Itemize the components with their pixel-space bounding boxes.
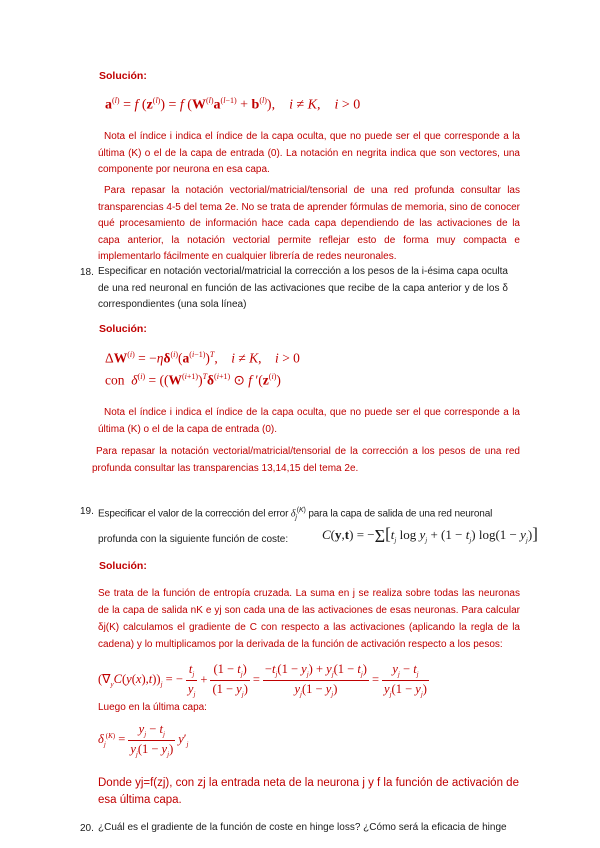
note-paragraph-2: Nota el índice i indica el índice de la capa oculta, que no puede ser el que corresponde a la última (K) o el de la capa de entrada (0). (98, 407, 520, 435)
activation-equation: $a^{(l)} = f$ $(z^{(l)}) = f$ $(W^{(l)}a^{(l-1)} + b^{(l)})$, i ≠ K, i > 0 (105, 96, 361, 113)
output-delta-equation: $\delta_j^{(K)}$ = $\frac{y_j - t_j}{y_j(1 - y_j)}$ $y'_j$ (98, 722, 189, 758)
cross-entropy-explanation: Se trata de la función de entropía cruzada. La suma en j se realiza sobre todas las neuronas de la capa de salida nK e yj son cada una de las activaciones de esas neuronas. Para calcular δj(K) calculamos el gradiente de C con respecto a las activaciones (aplicando la regla de la cadena) y lo multiplicamos por la derivada de la función de activación respecto a los pesos: (98, 588, 520, 650)
where-clause: Donde yj=f(zj), con zj la entrada neta de la neurona j y f la función de activación de esa última capa. (98, 777, 519, 806)
weight-correction-equation: $\Delta W^{(i)} = -\eta\delta^{(i)}(a^{(i-1)})^T$, i ≠ K, i > 0 (105, 350, 300, 366)
note-paragraph-1: Nota el índice i indica el índice de la capa oculta, que no puede ser el que corresponde a la última (K) o el de la capa de entrada (0). La notación en negrita indica que son vectores, una componente por neurona en esa capa. (98, 131, 520, 175)
question-20-text: ¿Cuál es el gradiente de la función de coste en hinge loss? ¿Cómo será la eficacia de hinge (98, 822, 507, 833)
cost-function-equation: $C(y,t) = -\Sigma[t_j$ $\log y_j + (1 - t_j) \log(1 - y_j)$] (322, 524, 538, 546)
question-19-text-b: profunda con la siguiente función de coste: (98, 534, 289, 545)
solution-label: Solución: (99, 323, 147, 335)
last-layer-label: Luego en la última capa: (98, 702, 207, 713)
question-19-text-a: Especificar el valor de la corrección del error $\delta_j^{(K)}$ para la capa de salida de una red neuronal (98, 507, 493, 522)
gradient-equation: $(\nabla_yC(y(x),t))_j$ = − $\frac{t_j}{y_j}$ + $\frac{(1 - t_j)}{(1 - y_j)}$ = $\frac{-t_j(1 - y_j) + y_j(1 - t_j)}{y_j(1 - y_j)}$ = $\frac{y_j - t_j}{y_j(1 - y_j)}$ (98, 662, 427, 698)
review-paragraph-2: Para repasar la notación vectorial/matricial/tensorial de la corrección a los pesos de una red profunda consultar las transparencias 13,14,15 del tema 2e. (92, 446, 520, 474)
question-18-text: Especificar en notación vectorial/matricial la corrección a los pesos de la i-ésima capa oculta de una red neuronal en función de las activaciones que recibe de la capa anterior y de los δ correspondientes (una sola línea) (98, 266, 508, 310)
question-18-number: 18. (80, 267, 94, 278)
delta-definition-equation: con $\delta^{(i)} = ((W^{(i+1)})^T\delta^{(i+1)}$ ⊙ f $'(z^{(i)})$ (105, 372, 281, 388)
question-20-number: 20. (80, 823, 94, 834)
review-paragraph-1: Para repasar la notación vectorial/matricial/tensorial de una red profunda consultar las transparencias 4-5 del tema 2e. No se trata de aprender fórmulas de memoria, sino de conocer qué procesamiento de información hace cada capa dependiendo de las activaciones de la capa anterior, la notación vectorial permite reflejar esto de forma muy compacta e implementarlo fácilmente en cualquier librería de redes neuronales. (98, 185, 520, 262)
question-19-number: 19. (80, 506, 94, 517)
solution-label: Solución: (99, 560, 147, 572)
solution-label: Solución: (99, 70, 147, 82)
